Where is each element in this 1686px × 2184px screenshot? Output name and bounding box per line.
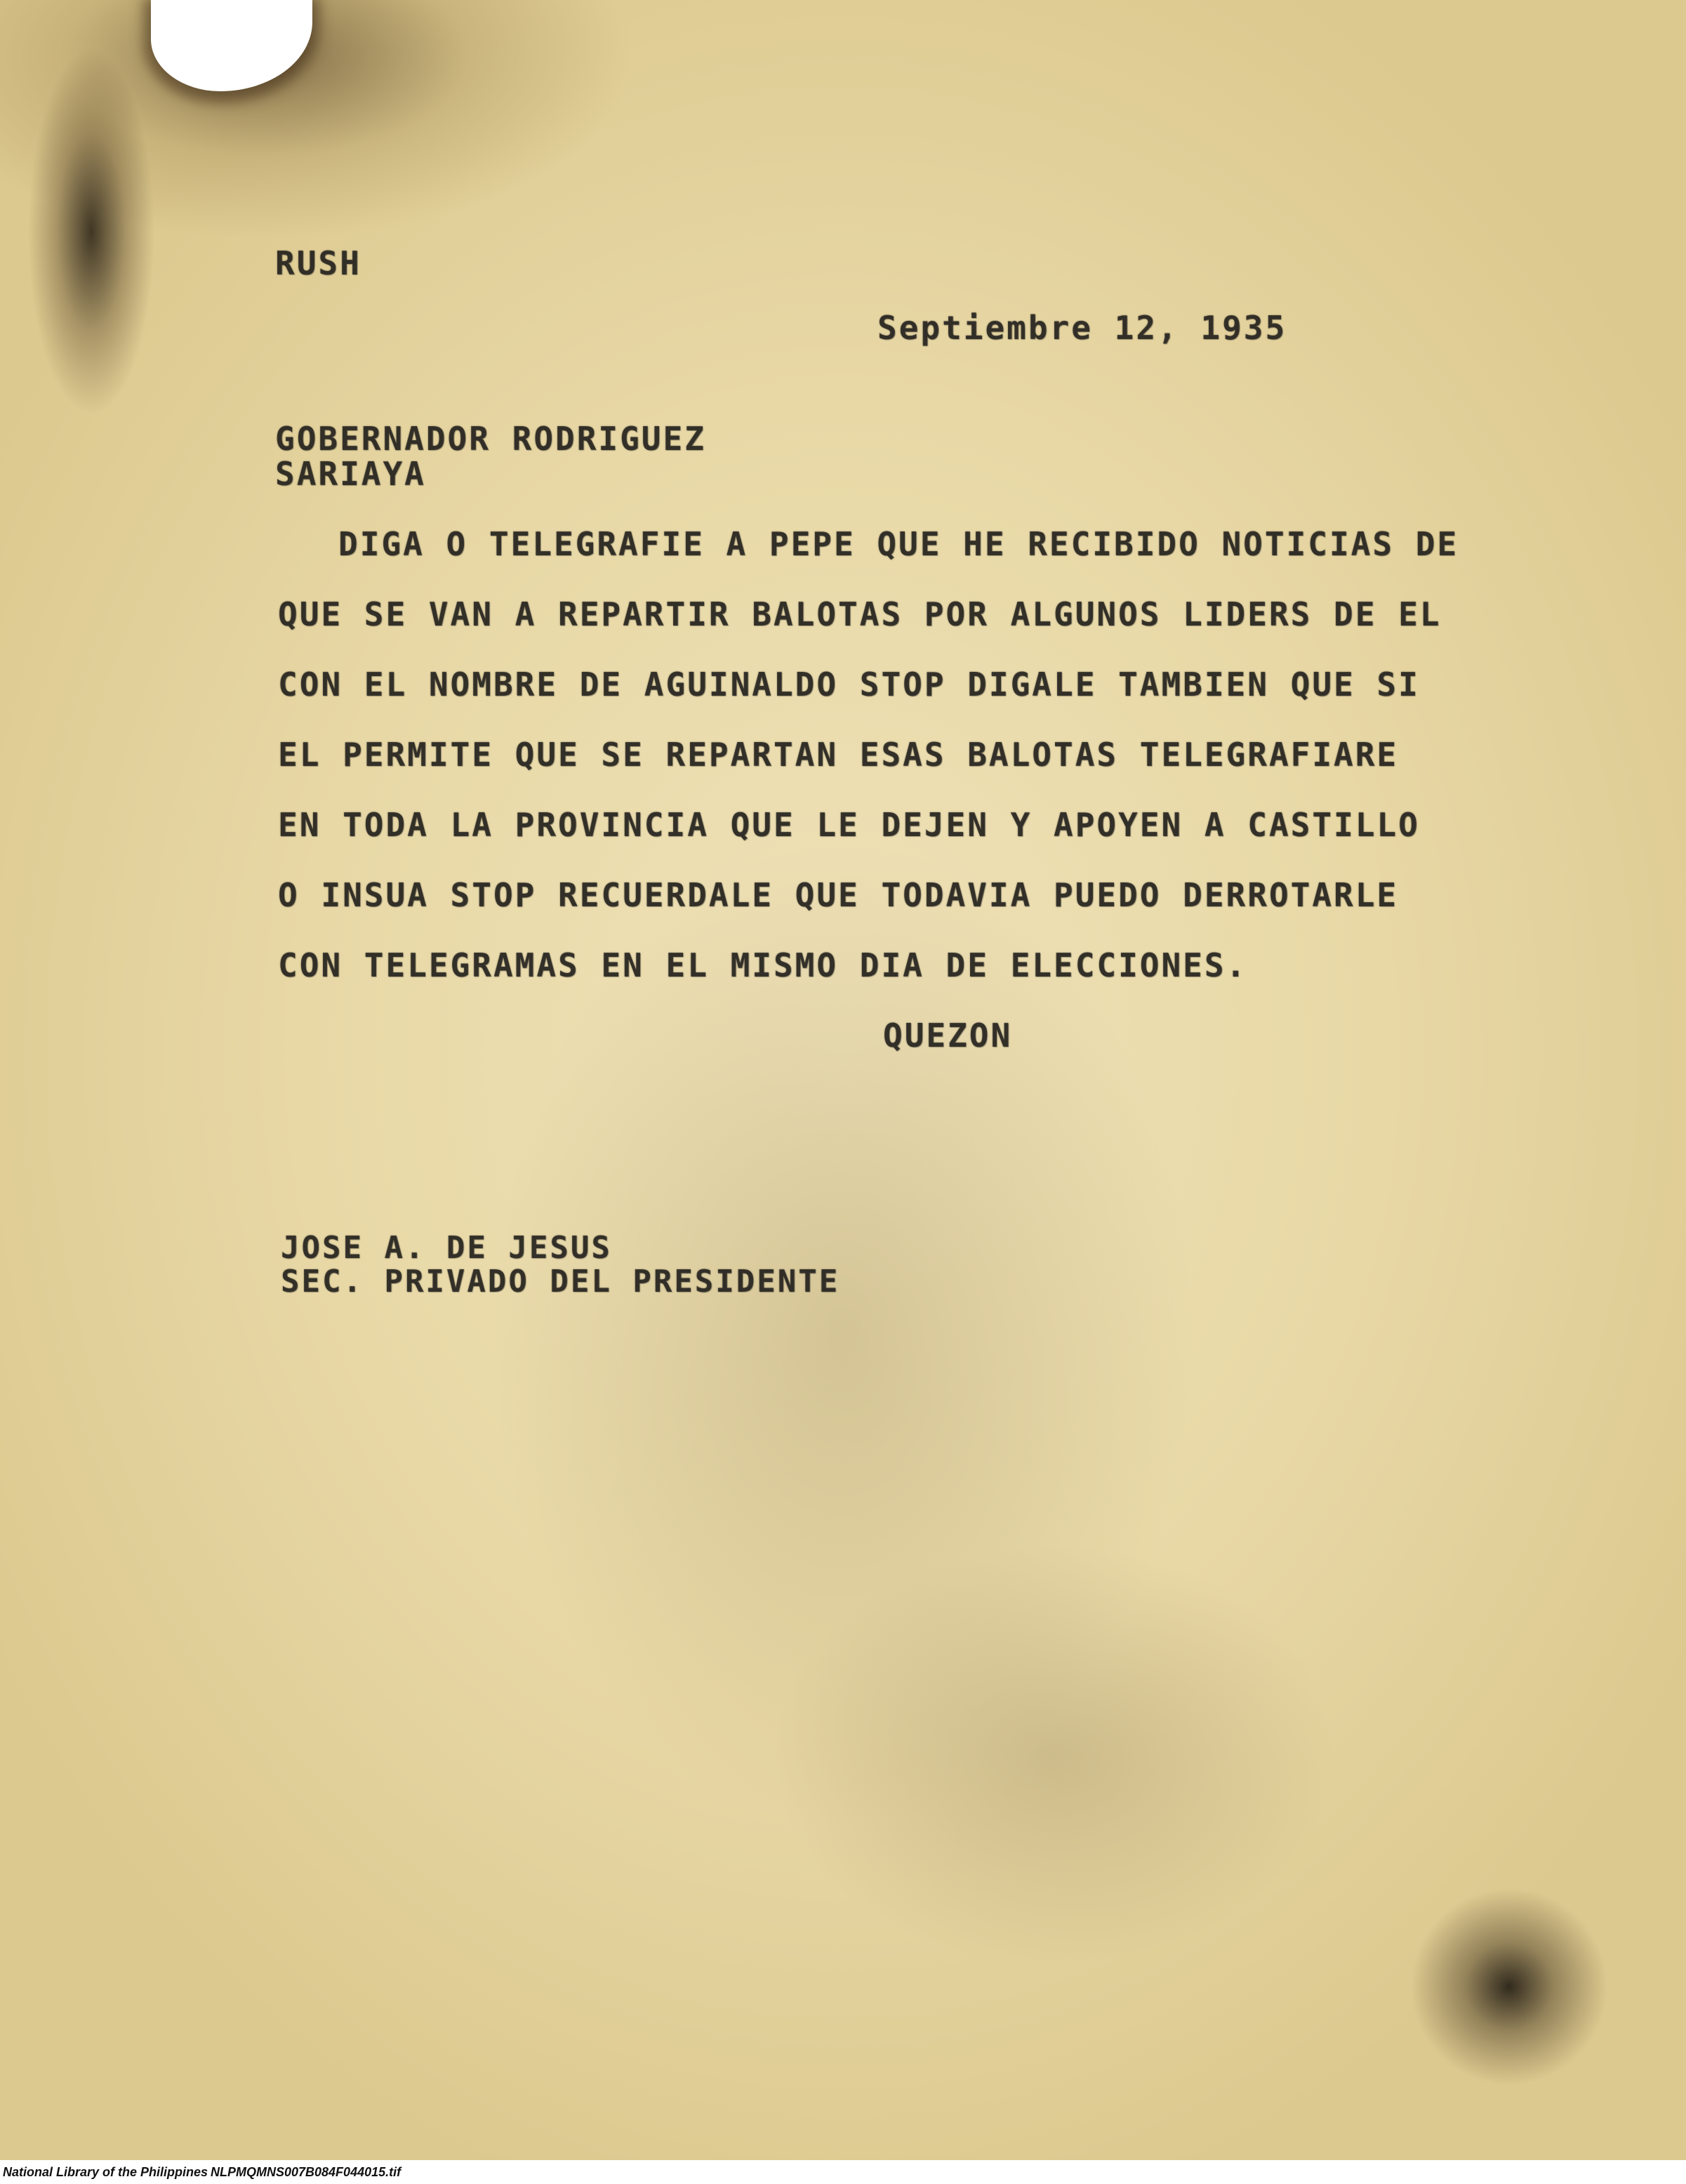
burn-damage [151,0,312,91]
body-line: CON EL NOMBRE DE AGUINALDO STOP DIGALE TAMBIEN QUE SI [278,666,1420,703]
body-line: QUE SE VAN A REPARTIR BALOTAS POR ALGUNOS LIDERS DE EL [278,595,1442,633]
body-line: CON TELEGRAMAS EN EL MISMO DIA DE ELECCIONES. [278,946,1248,984]
priority-label: RUSH [275,244,361,282]
recipient-place: SARIAYA [275,455,426,493]
letter-date: Septiembre 12, 1935 [877,309,1287,347]
archive-footer [0,2160,1686,2184]
sender-name: JOSE A. DE JESUS [281,1230,612,1266]
body-line: EN TODA LA PROVINCIA QUE LE DEJEN Y APOYEN A CASTILLO [278,806,1420,844]
institution-label: National Library of the Philippines [3,2165,208,2179]
file-id: NLPMQMNS007B084F044015.tif [211,2165,401,2179]
body-line: EL PERMITE QUE SE REPARTAN ESAS BALOTAS TELEGRAFIARE [278,736,1399,774]
body-line: O INSUA STOP RECUERDALE QUE TODAVIA PUEDO DERROTARLE [278,876,1399,914]
signature: QUEZON [883,1017,1013,1054]
recipient-name: GOBERNADOR RODRIGUEZ [275,420,706,458]
sender-title: SEC. PRIVADO DEL PRESIDENTE [281,1264,840,1299]
body-line: DIGA O TELEGRAFIE A PEPE QUE HE RECIBIDO NOTICIAS DE [338,525,1459,563]
